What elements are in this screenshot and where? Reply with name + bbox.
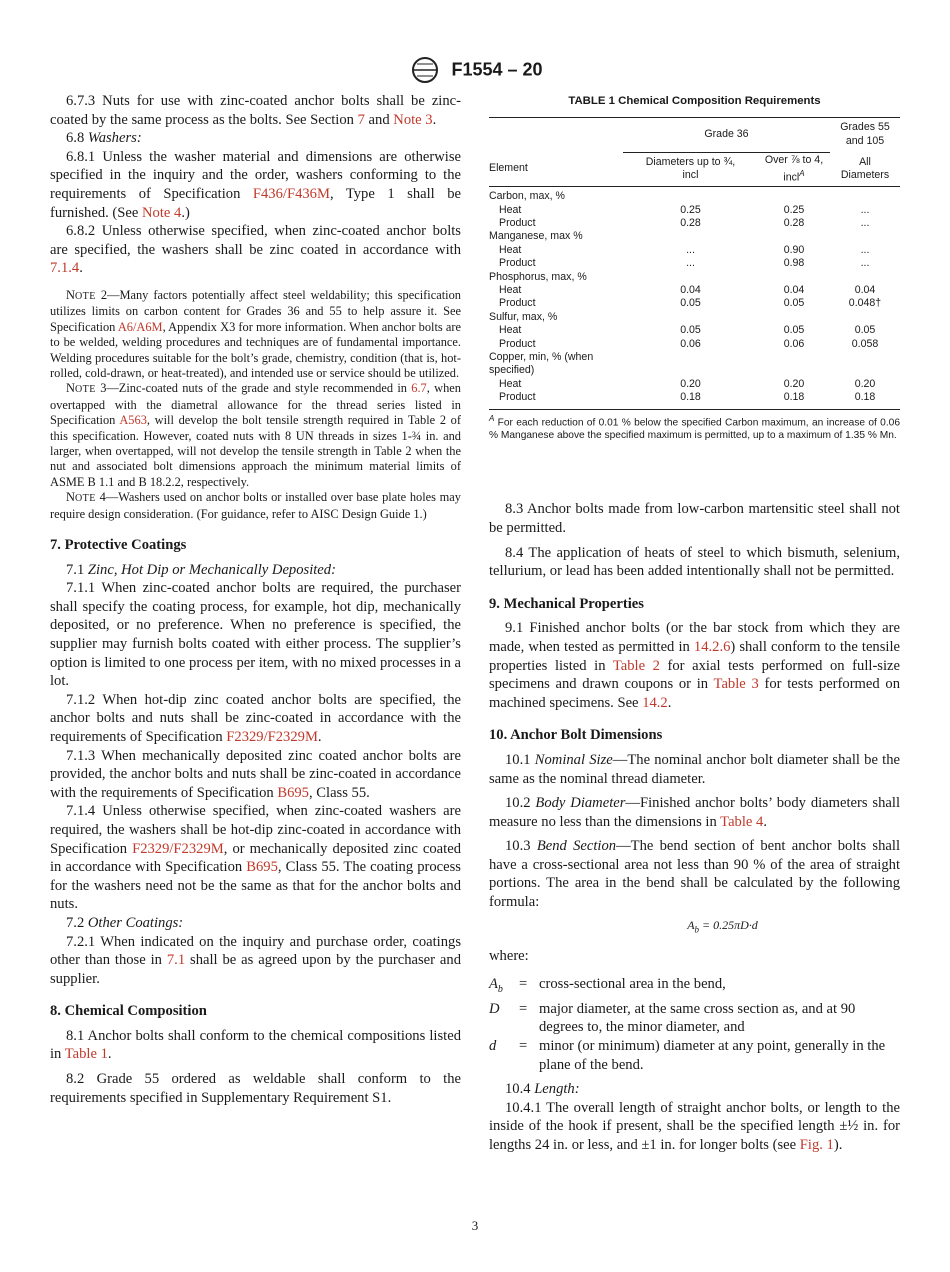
row-label: Heat [499,377,522,390]
table-cell: 0.06 [783,337,805,350]
para-10-4-1: 10.4.1 The overall length of straight anchor bolts, or length to the inside of the hook if present, shall be the specified length ±½ in. for lengths 24 in. or less, and ±1 in. for longer bolts (see Fig. 1). [489,1099,900,1153]
para-7-1-4: 7.1.4 Unless otherwise specified, when zinc-coated washers are required, the washers shall be hot-dip zinc-coated in accordance with Specification F2329/F2329M, or mechanically deposited zinc coated in accordance with Specification B695, Class 55. The coating process for the washers need not be the same as that for the anchor bolts and nuts. [50,803,461,913]
link-fig-1[interactable]: Fig. 1 [799,1136,834,1153]
definition-equals: = [519,1037,528,1054]
link-table-4[interactable]: Table 4 [720,813,764,830]
table-row [489,338,900,351]
table-cell: ... [860,203,870,216]
link-b695-2[interactable]: B695 [246,859,278,876]
table-cell: 0.18 [680,391,701,404]
para-8-2: 8.2 Grade 55 ordered as weldable shall conform to the requirements specified in Supplementary Requirement S1. [50,1071,461,1106]
definition-item [489,1037,900,1074]
heading-7-2: 7.2 Other Coatings: [66,914,184,931]
heading-section-9: 9. Mechanical Properties [489,595,644,612]
link-14-2-6[interactable]: 14.2.6 [693,638,731,655]
row-label: Heat [499,324,522,337]
table-row [489,217,900,230]
table-cell [758,271,830,284]
table-cell: 0.98 [783,257,805,270]
table-cell: 0.04 [680,283,701,296]
header-col3: All Diameters [830,152,900,187]
table-row [489,187,900,204]
heading-7-1: 7.1 Zinc, Hot Dip or Mechanically Deposited: [66,561,336,578]
definition-text: minor (or minimum) diameter at any point, generally in the plane of the bend. [539,1037,886,1073]
para-9-1: 9.1 Finished anchor bolts (or the bar stock from which they are made, when tested as permitted in 14.2.6) shall conform to the tensile properties listed in Table 2 for axial tests performed on full-size specimens and drawn coupons or in Table 3 for tests performed on machined specimens. See 14.2. [489,620,900,711]
table-cell: 0.28 [783,216,805,229]
link-note-4[interactable]: Note 4 [142,204,182,221]
table-row [489,284,900,297]
table-row [489,351,900,364]
table-row [489,378,900,391]
para-10-3: 10.3 Bend Section—The bend section of bent anchor bolts shall have a cross-sectional area not less than 90 % of the area of straight portions. The area in the bend shall be calculated by the following formula: [489,838,900,911]
note-2: NOTE 2—Many factors potentially affect steel weldability; this specification utilizes limits on carbon content for Grades 36 and 55 to help assure it. See Specification A6/A6M, Appendix X3 for more information. When anchor bolts are to be welded, welding procedures and techniques are of fundamental importance. Welding procedures suitable for the bolt’s grade, chemistry, condition (that is, hot-rolled, cold-drawn, or heat-treated), and intended use or service should be utilized. [50,287,461,380]
table-cell: ... [860,216,870,229]
bend-area-formula: $A_b = 0.25\pi D\cdot d$ [687,917,758,935]
row-label: Heat [499,243,522,256]
para-6-7-3: 6.7.3 Nuts for use with zinc-coated anchor bolts shall be zinc-coated by the same process as the bolts. See Section 7 and Note 3. [50,93,461,128]
astm-logo-icon [407,56,443,84]
table-row [489,391,900,404]
definition-item [489,975,900,1000]
header-element: Element [489,152,623,187]
table-row [489,257,900,270]
definition-text: major diameter, at the same cross section as, and at 90 degrees to, the minor diameter, and [539,1000,856,1036]
table-row [489,230,900,243]
row-label: Product [499,337,536,350]
heading-section-10: 10. Anchor Bolt Dimensions [489,727,663,744]
row-label: Phosphorus, max, % [489,270,587,283]
link-table-3[interactable]: Table 3 [713,676,759,693]
row-label: Manganese, max % [489,230,583,243]
table-cell [830,364,900,377]
table-cell [830,271,900,284]
header-col1: Diameters up to ¾, incl [623,152,758,187]
table-row [489,204,900,217]
table-cell: 0.20 [783,377,805,390]
table-cell: 0.06 [680,337,701,350]
link-a563[interactable]: A563 [119,413,147,428]
table-cell: 0.05 [783,324,805,337]
table-row [489,271,900,284]
link-14-2[interactable]: 14.2 [642,694,668,711]
note-3: NOTE 3—Zinc-coated nuts of the grade and style recommended in 6.7, when overtapped with the diametral allowance for the thread series listed in Specification A563, will develop the bolt tensile strength required in Table 2 of this specification. However, coated nuts with 8 UN threads in sizes 1-¾ in. and larger, when overtapped, will not develop the tensile strength in Table 2 when the nut and associated bolt dimensions approach the minimum material limits of ASME B 1.1 and B 18.2.2, respectively. [50,381,461,489]
table-cell [758,311,830,324]
link-6-7[interactable]: 6.7 [411,381,427,396]
table-row [489,244,900,257]
link-note-3[interactable]: Note 3 [393,111,433,128]
link-7-1-4[interactable]: 7.1.4 [50,260,80,277]
heading-10-4: 10.4 Length: [505,1081,580,1098]
para-6-8-1: 6.8.1 Unless the washer material and dimensions are otherwise specified in the inquiry and the order, washers conforming to the requirements of Specification F436/F436M, Type 1 shall be furnished. (See Note 4.) [50,148,461,221]
definition-item [489,1000,900,1037]
table-cell [758,187,830,204]
para-8-1: 8.1 Anchor bolts shall conform to the chemical compositions listed in Table 1. [50,1027,461,1063]
table-1-footnote: $^A$ For each reduction of 0.01 % below the specified Carbon maximum, an increase of 0.06 % Manganese above the specified maximum is permitted, up to a maximum of 1.35 % Mn. [489,409,900,443]
table-1-caption: TABLE 1 Chemical Composition Requirements [568,95,821,107]
row-label: Carbon, max, % [489,190,565,203]
definition-symbol: D [489,1000,500,1017]
page-number: 3 [471,1218,479,1233]
table-row [489,297,900,310]
table-cell: 0.05 [680,324,701,337]
where-label: where: [489,947,529,964]
row-label: Product [499,297,536,310]
header-grades-55: Grades 55 and 105 [830,117,900,152]
table-cell: 0.048† [848,297,882,310]
table-cell: ... [860,243,870,256]
table-cell [830,187,900,204]
table-cell [623,351,758,364]
table-row [489,364,900,377]
table-cell [623,187,758,204]
row-label: Copper, min, % (when [489,350,594,363]
table-cell: 0.28 [680,216,701,229]
link-table-1[interactable]: Table 1 [64,1046,108,1063]
link-table-2[interactable]: Table 2 [612,657,660,674]
table-1 [489,117,900,405]
row-label: Product [499,216,536,229]
link-section-7[interactable]: 7 [357,111,365,128]
para-6-8-2: 6.8.2 Unless otherwise specified, when zinc-coated anchor bolts are specified, the washers shall be zinc coated in accordance with 7.1.4. [50,223,461,277]
para-7-1-3: 7.1.3 When mechanically deposited zinc coated anchor bolts are provided, the anchor bolts and nuts shall be zinc-coated in accordance with the requirements of Specification B695, Class 55. [50,747,461,801]
para-10-2: 10.2 Body Diameter—Finished anchor bolts’ body diameters shall measure no less than the dimensions in Table 4. [489,795,900,830]
definition-symbol: $A_b$ [489,976,503,996]
left-column [50,92,461,1107]
table-cell: 0.05 [680,297,701,310]
table-cell: 0.20 [854,377,876,390]
standard-code: F1554 – 20 [451,59,543,80]
table-cell [623,271,758,284]
heading-section-8: 8. Chemical Composition [50,1003,207,1020]
note-4: NOTE 4—Washers used on anchor bolts or installed over base plate holes may require design consideration. (For guidance, refer to AISC Design Guide 1.) [50,490,461,521]
table-cell: 0.25 [783,203,805,216]
table-cell: ... [686,257,695,270]
para-7-1-1: 7.1.1 When zinc-coated anchor bolts are required, the purchaser shall specify the coating process, for example, hot dip, mechanically deposited, or no preference. When no preference is specified, the supplier may furnish bolts coated with either process. The supplier’s option is limited to one process per item, with no mixed processes in a lot. [50,580,461,690]
link-f2329-2[interactable]: F2329/F2329M [132,840,224,857]
row-label: specified) [489,364,535,377]
table-cell: ... [860,257,870,270]
row-label: Product [499,391,536,404]
table-cell [623,311,758,324]
table-cell: 0.05 [854,324,876,337]
link-f436[interactable]: F436/F436M [252,185,330,202]
table-cell: 0.18 [854,391,876,404]
table-cell: ... [686,243,695,256]
definition-symbol: d [489,1037,497,1054]
table-cell [623,364,758,377]
heading-section-7: 7. Protective Coatings [50,537,187,554]
header-grade-36: Grade 36 [623,117,830,152]
link-b695[interactable]: B695 [277,784,309,801]
para-8-4: 8.4 The application of heats of steel to which bismuth, selenium, tellurium, or lead has been added intentionally shall not be permitted. [489,544,900,580]
table-cell: 0.05 [783,297,805,310]
table-cell: 0.04 [854,283,876,296]
definition-equals: = [519,1000,528,1017]
table-cell: 0.25 [680,203,701,216]
table-cell [830,230,900,243]
para-10-1: 10.1 Nominal Size—The nominal anchor bolt diameter shall be the same as the nominal thread diameter. [489,751,901,787]
para-8-3: 8.3 Anchor bolts made from low-carbon martensitic steel shall not be permitted. [489,501,900,536]
heading-6-8: 6.8 Washers: [66,130,142,147]
row-label: Product [499,257,536,270]
table-cell: 0.058 [851,337,879,350]
table-cell: 0.04 [783,283,805,296]
table-cell [830,351,900,364]
table-cell [623,230,758,243]
definition-text: cross-sectional area in the bend, [539,976,726,993]
row-label: Heat [499,203,522,216]
table-row [489,324,900,337]
table-cell: 0.90 [783,243,805,256]
formula-definitions [489,975,900,1074]
link-a6[interactable]: A6/A6M [117,319,163,334]
definition-equals: = [519,976,528,993]
table-cell [830,311,900,324]
table-cell: 0.18 [783,391,805,404]
para-7-2-1: 7.2.1 When indicated on the inquiry and purchase order, coatings other than those in 7.1 shall be as agreed upon by the purchaser and supplier. [50,933,461,987]
table-row [489,311,900,324]
link-7-1[interactable]: 7.1 [166,952,186,969]
right-column [489,92,900,1155]
header-col2: Over ⅞ to 4, incl$^A$ [758,152,830,187]
link-f2329[interactable]: F2329/F2329M [226,728,318,745]
table-cell [758,364,830,377]
table-cell [758,230,830,243]
para-7-1-2: 7.1.2 When hot-dip zinc coated anchor bolts are specified, the anchor bolts and nuts shall be zinc-coated in accordance with the requirements of Specification F2329/F2329M. [50,691,461,745]
row-label: Heat [499,283,522,296]
row-label: Sulfur, max, % [489,310,558,323]
table-cell: 0.20 [680,377,701,390]
page-header [0,56,950,84]
table-cell [758,351,830,364]
